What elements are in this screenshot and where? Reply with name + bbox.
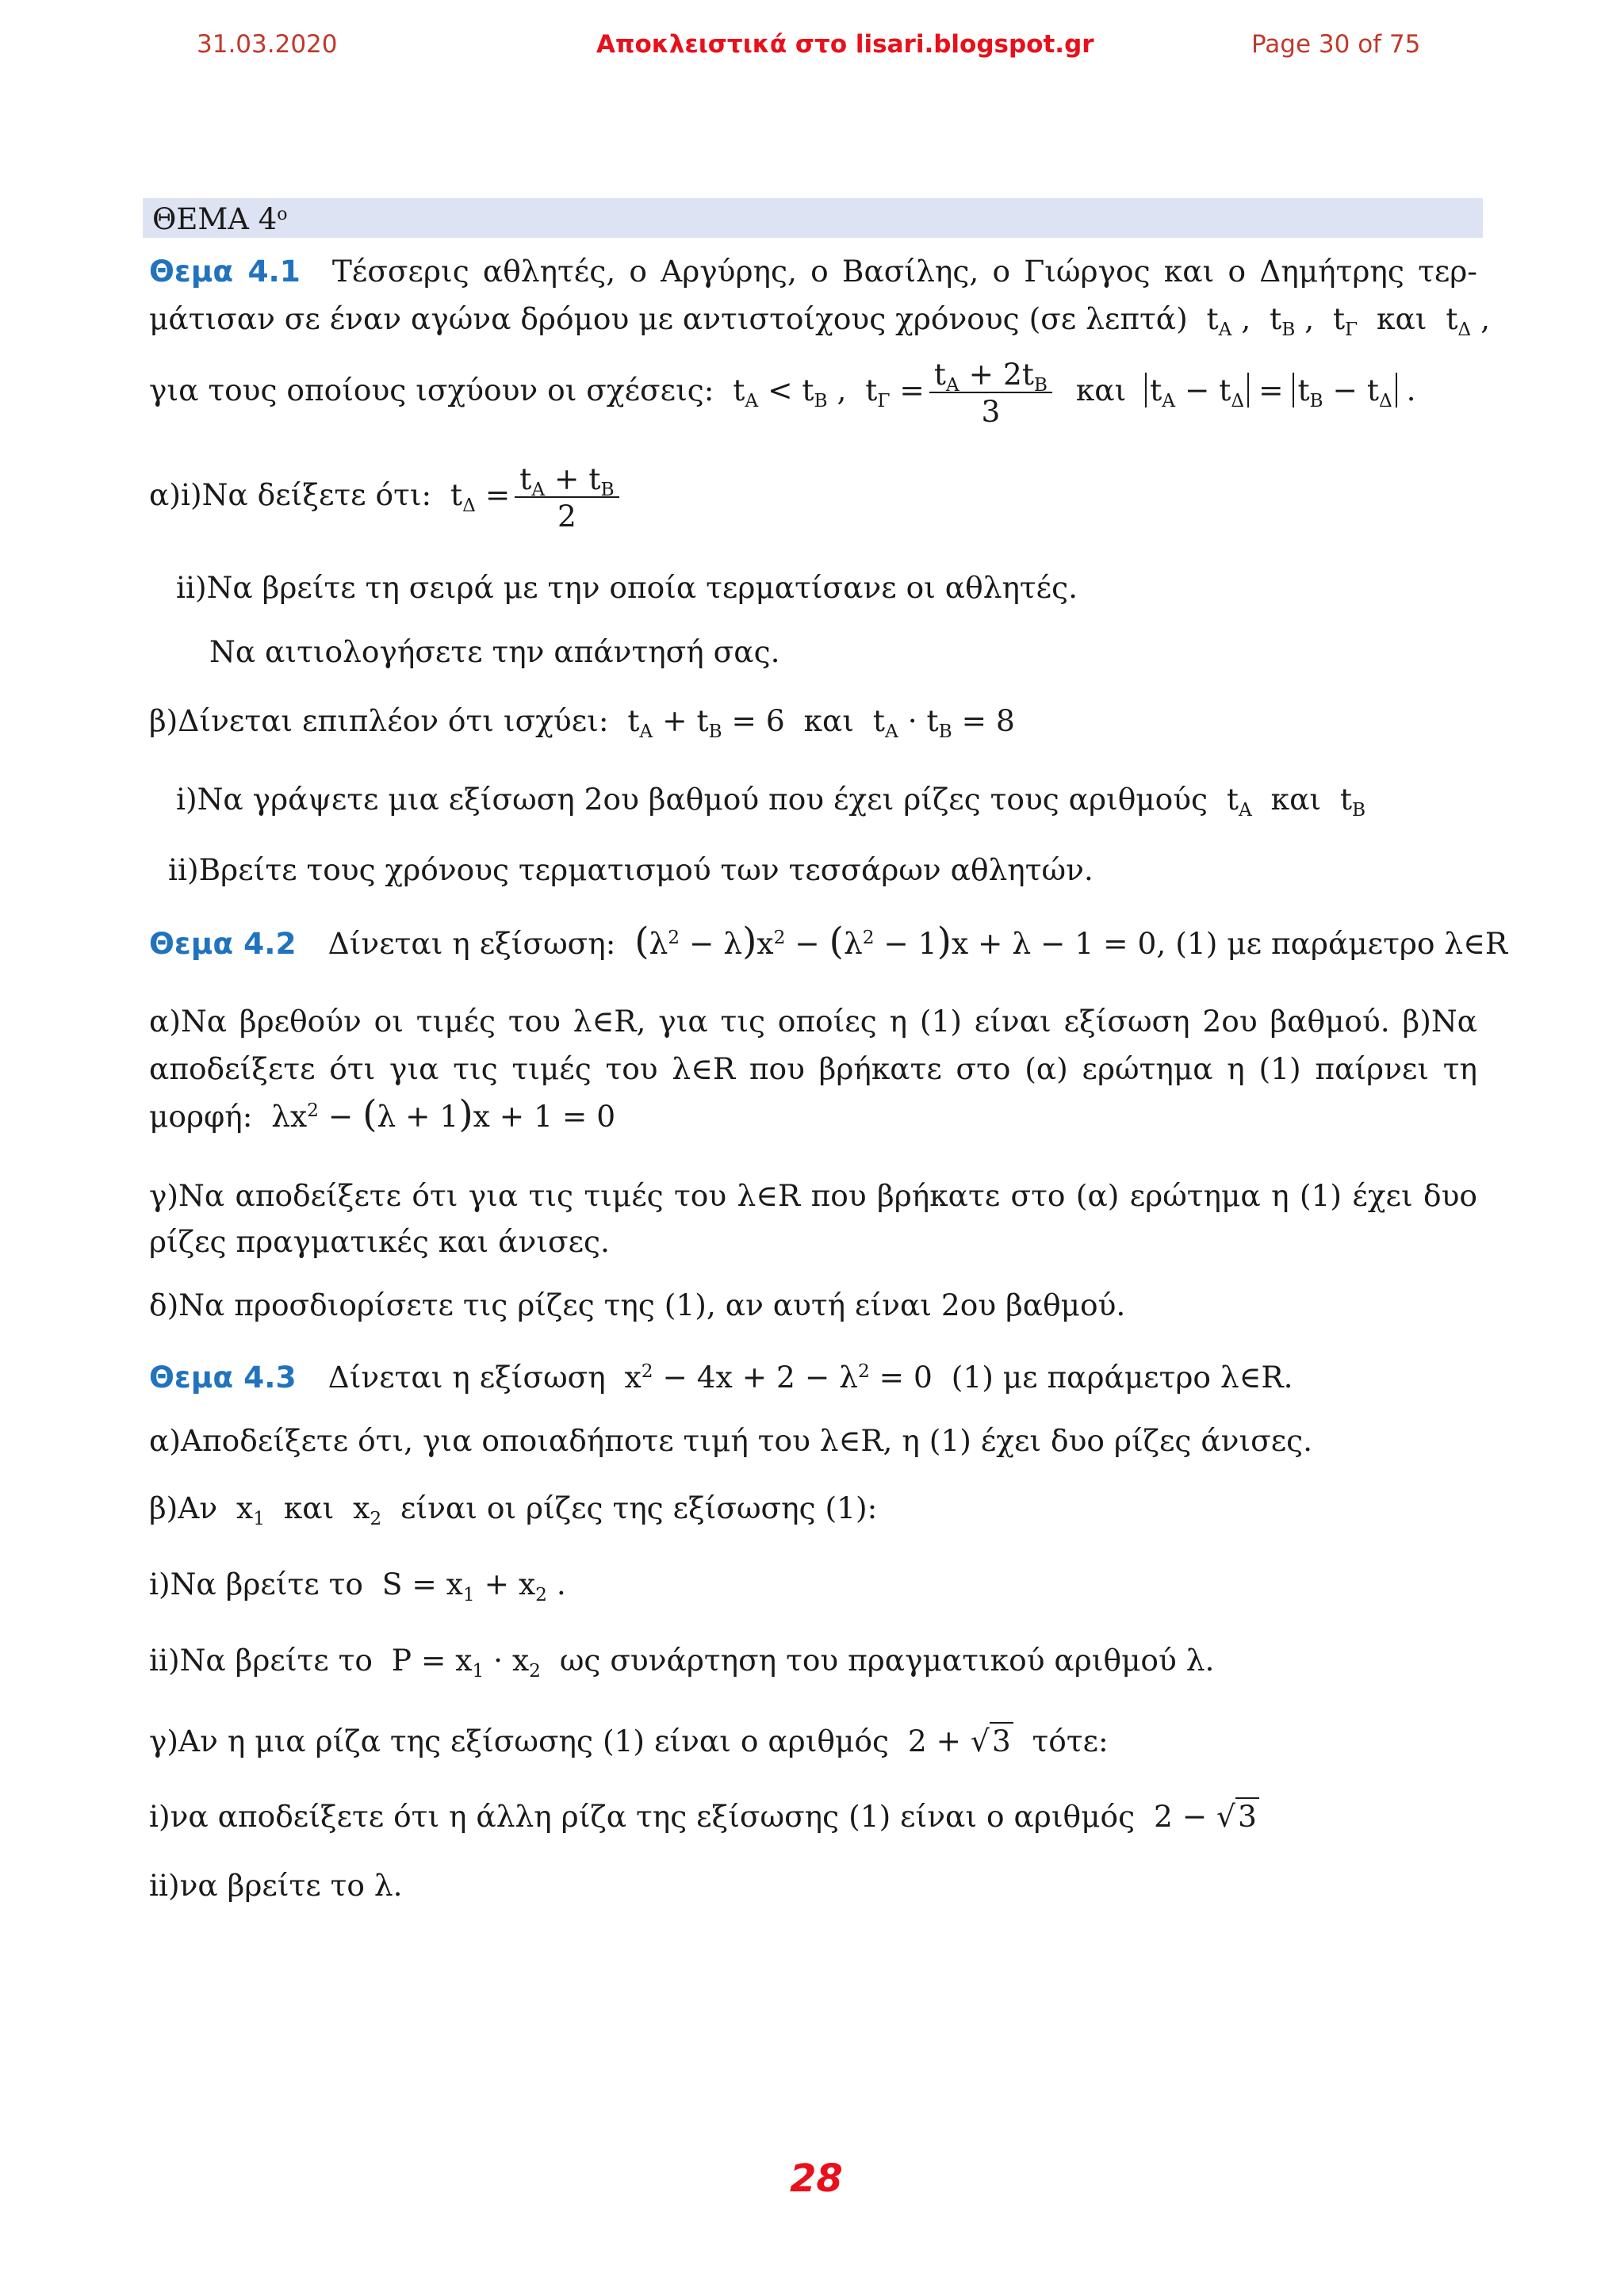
topic-4-3-question-c: γ)Αν η μια ρίζα της εξίσωσης (1) είναι ο αριθμός 2 + √3 τότε: [149,1724,1109,1758]
topic-4-1-question-b-i: i)Να γράψετε μια εξίσωση 2ου βαθμού που έχει ρίζες τους αριθμούς $t_A$ και $t_B$ [176,782,1366,821]
header-site-title: Αποκλειστικά στο lisari.blogspot.gr [596,30,1094,59]
topic-4-3-question-c-ii: ii)να βρείτε το λ. [149,1868,403,1903]
topic-4-1-question-b-ii: ii)Βρείτε τους χρόνους τερματισμού των τεσσάρων αθλητών. [168,852,1094,887]
topic-4-1-relations: για τους οποίους ισχύουν οι σχέσεις: $t_A < t_B$ , $t_\Gamma$ = $\frac{t_A + 2t_B}{3}$ και $t_A - t_\Delta = t_B - t_\Delta$ . [149,356,1416,429]
topic-4-3-question-a: α)Αποδείξετε ότι, για οποιαδήποτε τιμή του λ∈R, η (1) έχει δυο ρίζες άνισες. [149,1423,1313,1458]
topic-4-1-question-b: β)Δίνεται επιπλέον ότι ισχύει: $t_A + t_B = 6$ και $t_A \cdot t_B = 8$ [149,703,1015,743]
topic-4-2-question-c-line-1: γ)Να αποδείξετε ότι για τις τιμές του λ∈R που βρήκατε στο (α) ερώτημα η (1) έχει δυο [149,1178,1477,1213]
topic-4-2-statement: Θεμα 4.2 Δίνεται η εξίσωση: $(\lambda^2 - \lambda)x^2 - (\lambda^2 - 1)x + \lambda - 1 = 0$, (1) με παράμετρο λ∈R [149,920,1508,963]
header-page-indicator: Page 30 of 75 [1251,30,1421,59]
topic-4-1-line-2: μάτισαν σε έναν αγώνα δρόμου με αντιστοίχους χρόνους (σε λεπτά) $t_A$ , $t_B$ , $t_\Gamma$ και $t_\Delta$ , [149,301,1491,341]
topic-4-3-question-b: β)Αν $x_1$ και $x_2$ είναι οι ρίζες της εξίσωσης (1): [149,1490,878,1530]
topic-4-2-label: Θεμα 4.2 [149,926,297,961]
footer-page-number: 28 [790,2156,843,2201]
topic-4-2-question-a-line-1: α)Να βρεθούν οι τιμές του λ∈R, για τις οποίες η (1) είναι εξίσωση 2ου βαθμού. β)Να [149,1004,1477,1039]
topic-4-3-statement: Θεμα 4.3 Δίνεται η εξίσωση $x^2 - 4x + 2 - \lambda^2 = 0$ (1) με παράμετρο λ∈R. [149,1360,1293,1395]
topic-4-1-question-a-i: α)i)Να δείξετε ότι: $t_\Delta$ = $\frac{t_A + t_B}{2}$ [149,457,1477,534]
topic-4-3-question-b-ii: ii)Να βρείτε το $P = x_1 \cdot x_2$ ως συνάρτηση του πραγματικού αριθμού λ. [149,1643,1215,1682]
topic-4-2-question-c-line-2: ρίζες πραγματικές και άνισες. [149,1224,610,1259]
topic-4-1-justify: Να αιτιολογήσετε την απάντησή σας. [209,634,780,669]
topic-4-2-question-d: δ)Να προσδιορίσετε τις ρίζες της (1), αν αυτή είναι 2ου βαθμού. [149,1288,1126,1322]
header-date: 31.03.2020 [197,30,338,59]
topic-4-1-question-a-ii: ii)Να βρείτε τη σειρά με την οποία τερματίσανε οι αθλητές. [176,570,1078,605]
section-label: ΘΕΜΑ 4 [152,202,278,236]
topic-4-2-question-b-form: μορφή: $\lambda x^2 - (\lambda + 1)x + 1 = 0$ [149,1093,616,1136]
topic-4-2-question-b-line-1: αποδείξετε ότι για τις τιμές του λ∈R που βρήκατε στο (α) ερώτημα η (1) παίρνει τη [149,1051,1477,1086]
topic-4-1-line-1: Θεμα 4.1 Τέσσερις αθλητές, ο Αργύρης, ο Βασίλης, ο Γιώργος και ο Δημήτρης τερ- [149,254,1477,289]
topic-4-1-label: Θεμα 4.1 [149,254,301,289]
section-superscript: ο [277,204,288,224]
topic-4-3-question-b-i: i)Να βρείτε το $S = x_1 + x_2$ . [149,1567,566,1606]
topic-4-3-label: Θεμα 4.3 [149,1360,297,1395]
section-heading [143,198,1483,238]
topic-4-3-question-c-i: i)να αποδείξετε ότι η άλλη ρίζα της εξίσωσης (1) είναι ο αριθμός 2 − √3 [149,1797,1477,1836]
